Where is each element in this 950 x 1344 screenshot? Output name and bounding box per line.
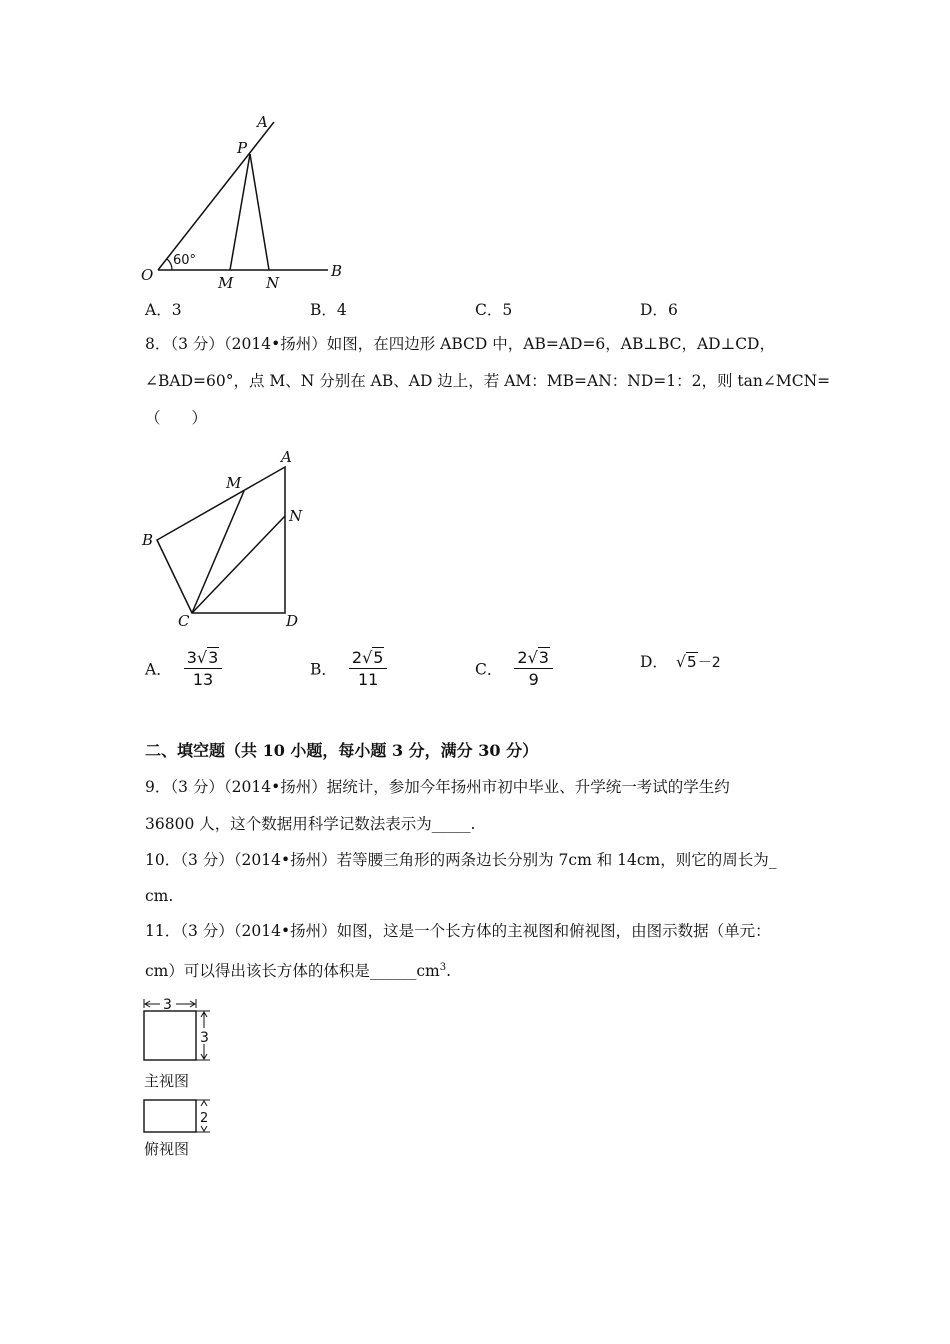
front-side-dim: 3 xyxy=(200,1030,209,1046)
front-view-caption: 主视图 xyxy=(144,1072,190,1090)
q11-line-2: cm）可以得出该长方体的体积是$\_\_\_\_\_\_cm^3$. xyxy=(145,962,452,981)
top-view-caption: 俯视图 xyxy=(144,1140,190,1158)
q8-line-2: ∠BAD=60°，点 M、N 分别在 AB、AD 边上，若 AM：MB=AN：ND=1：2，则 tan∠MCN= xyxy=(145,372,831,390)
q7-option-c: C．5 xyxy=(475,301,513,319)
label-M: M xyxy=(218,274,234,292)
q8-option-d: D． √5－2 xyxy=(640,653,721,671)
q8-line-3: （ ） xyxy=(145,409,208,427)
section-heading: 二、填空题（共 10 小题，每小题 3 分，满分 30 分） xyxy=(145,741,539,760)
label-A: A xyxy=(281,448,292,466)
q8-option-a: A． $\frac{3√3}{13}$ xyxy=(145,648,222,689)
q8-option-b: B． $\frac{2√5}{11}$ xyxy=(310,648,387,689)
top-view-dim: 2 xyxy=(200,1111,209,1126)
q8-figure xyxy=(138,445,318,635)
label-M: M xyxy=(226,474,242,492)
label-O: O xyxy=(141,266,154,284)
q7-figure xyxy=(138,110,358,295)
q10-line-1: 10．（3 分）（2014•扬州）若等腰三角形的两条边长分别为 7cm 和 14cm，则它的周长为_ xyxy=(145,851,777,869)
q9-line-1: 9．（3 分）（2014•扬州）据统计，参加今年扬州市初中毕业、升学统一考试的学生约 xyxy=(145,778,730,796)
q7-option-b: B．4 xyxy=(310,301,347,319)
q8-option-c: C． $\frac{2√3}{9}$ xyxy=(475,648,553,689)
q11-figure xyxy=(138,994,238,1164)
label-C: C xyxy=(178,612,190,630)
q9-line-2: 36800 人，这个数据用科学记数法表示为_____. xyxy=(145,815,476,833)
q8-line-1: 8．（3 分）（2014•扬州）如图，在四边形 ABCD 中，AB=AD=6，AB⊥BC，AD⊥CD， xyxy=(145,335,775,353)
q7-option-a: A．3 xyxy=(145,301,182,319)
label-D: D xyxy=(286,612,299,630)
q7-option-d: D．6 xyxy=(640,301,678,319)
label-N: N xyxy=(289,507,303,525)
label-P: P xyxy=(237,139,248,157)
q10-line-2: cm. xyxy=(145,887,174,905)
label-B: B xyxy=(331,262,343,280)
front-top-dim: 3 xyxy=(163,997,172,1013)
label-A: A xyxy=(257,113,268,131)
q11-line-1: 11．（3 分）（2014•扬州）如图，这是一个长方体的主视图和俯视图，由图示数据（单元： xyxy=(145,922,771,940)
angle-60: 60° xyxy=(173,253,197,268)
label-N: N xyxy=(266,274,280,292)
label-B: B xyxy=(142,531,154,549)
